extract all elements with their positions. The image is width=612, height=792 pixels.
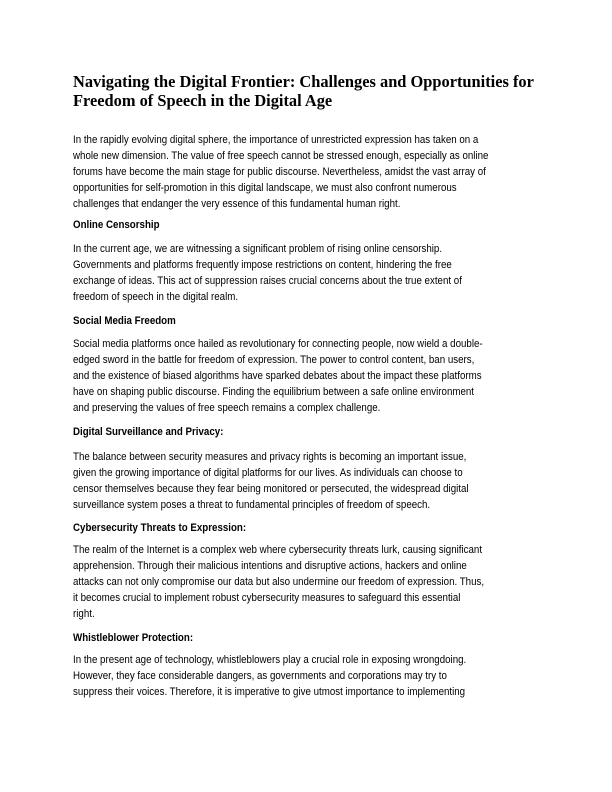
- text-line: opportunities for self-promotion in this digital landscape, we must also confront numerous: [73, 181, 457, 194]
- section-heading: Whistleblower Protection:: [73, 632, 194, 644]
- text-line: In the present age of technology, whistleblowers play a crucial role in exposing wrongdoing.: [73, 654, 467, 666]
- text-line: The balance between security measures and privacy rights is becoming an important issue,: [73, 451, 467, 463]
- text-line: edged sword in the battle for freedom of expression. The power to control content, ban users,: [73, 353, 475, 366]
- section-heading: Online Censorship: [73, 219, 160, 231]
- text-line: have on shaping public discourse. Finding the equilibrium between a safe online environment: [73, 385, 475, 398]
- text-line: In the current age, we are witnessing a significant problem of rising online censorship.: [73, 243, 443, 255]
- text-line: and the existence of biased algorithms have sparked debates about the impact these platforms: [73, 369, 482, 382]
- text-line: surveillance system poses a threat to fundamental principles of freedom of speech.: [73, 498, 431, 511]
- section-paragraph: [73, 450, 469, 514]
- text-line: In the rapidly evolving digital sphere, the importance of unrestricted expression has taken on a: [73, 134, 479, 146]
- text-line: Social media platforms once hailed as revolutionary for connecting people, now wield a double-: [73, 338, 483, 350]
- text-line: The realm of the Internet is a complex web where cybersecurity threats lurk, causing significant: [73, 544, 483, 556]
- section-paragraph: [73, 543, 484, 623]
- text-line: suppress their voices. Therefore, it is imperative to give utmost importance to implementing: [73, 685, 466, 698]
- text-line: challenges that endanger the very essence of this fundamental human right.: [73, 197, 401, 210]
- section-paragraph: [73, 242, 462, 306]
- section-heading: Digital Surveillance and Privacy:: [73, 426, 224, 438]
- text-line: it becomes crucial to implement robust cybersecurity measures to safeguard this essential: [73, 591, 461, 604]
- text-line: exchange of ideas. This act of suppression raises crucial concerns about the true extent of: [73, 274, 462, 287]
- title-line: Navigating the Digital Frontier: Challenges and Opportunities for: [73, 72, 534, 91]
- text-line: freedom of speech in the digital realm.: [73, 290, 239, 303]
- text-line: right.: [73, 607, 95, 620]
- title-line: Freedom of Speech in the Digital Age: [73, 90, 333, 110]
- text-line: apprehension. Through their malicious intentions and disruptive actions, hackers and online: [73, 559, 467, 572]
- text-line: However, they face considerable dangers, as governments and corporations may try to: [73, 669, 447, 682]
- text-line: Governments and platforms frequently impose restrictions on content, hindering the free: [73, 258, 452, 271]
- section-heading: Cybersecurity Threats to Expression:: [73, 522, 247, 534]
- intro-paragraph: [73, 133, 488, 213]
- section-paragraph: [73, 337, 483, 417]
- section-heading: Social Media Freedom: [73, 315, 176, 327]
- text-line: whole new dimension. The value of free speech cannot be stressed enough, especially as online: [73, 149, 489, 162]
- text-line: censor themselves because they fear being monitored or persecuted, the widespread digital: [73, 482, 469, 495]
- text-line: and preserving the values of free speech remains a complex challenge.: [73, 401, 381, 414]
- section-paragraph: [73, 653, 466, 701]
- text-line: attacks can not only compromise our data but also undermine our freedom of expression. Thus,: [73, 575, 485, 588]
- text-line: given the growing importance of digital platforms for our lives. As individuals can choose to: [73, 466, 463, 479]
- document-title: [73, 73, 534, 110]
- text-line: forums have become the main stage for public discourse. Nevertheless, amidst the vast array of: [73, 165, 486, 178]
